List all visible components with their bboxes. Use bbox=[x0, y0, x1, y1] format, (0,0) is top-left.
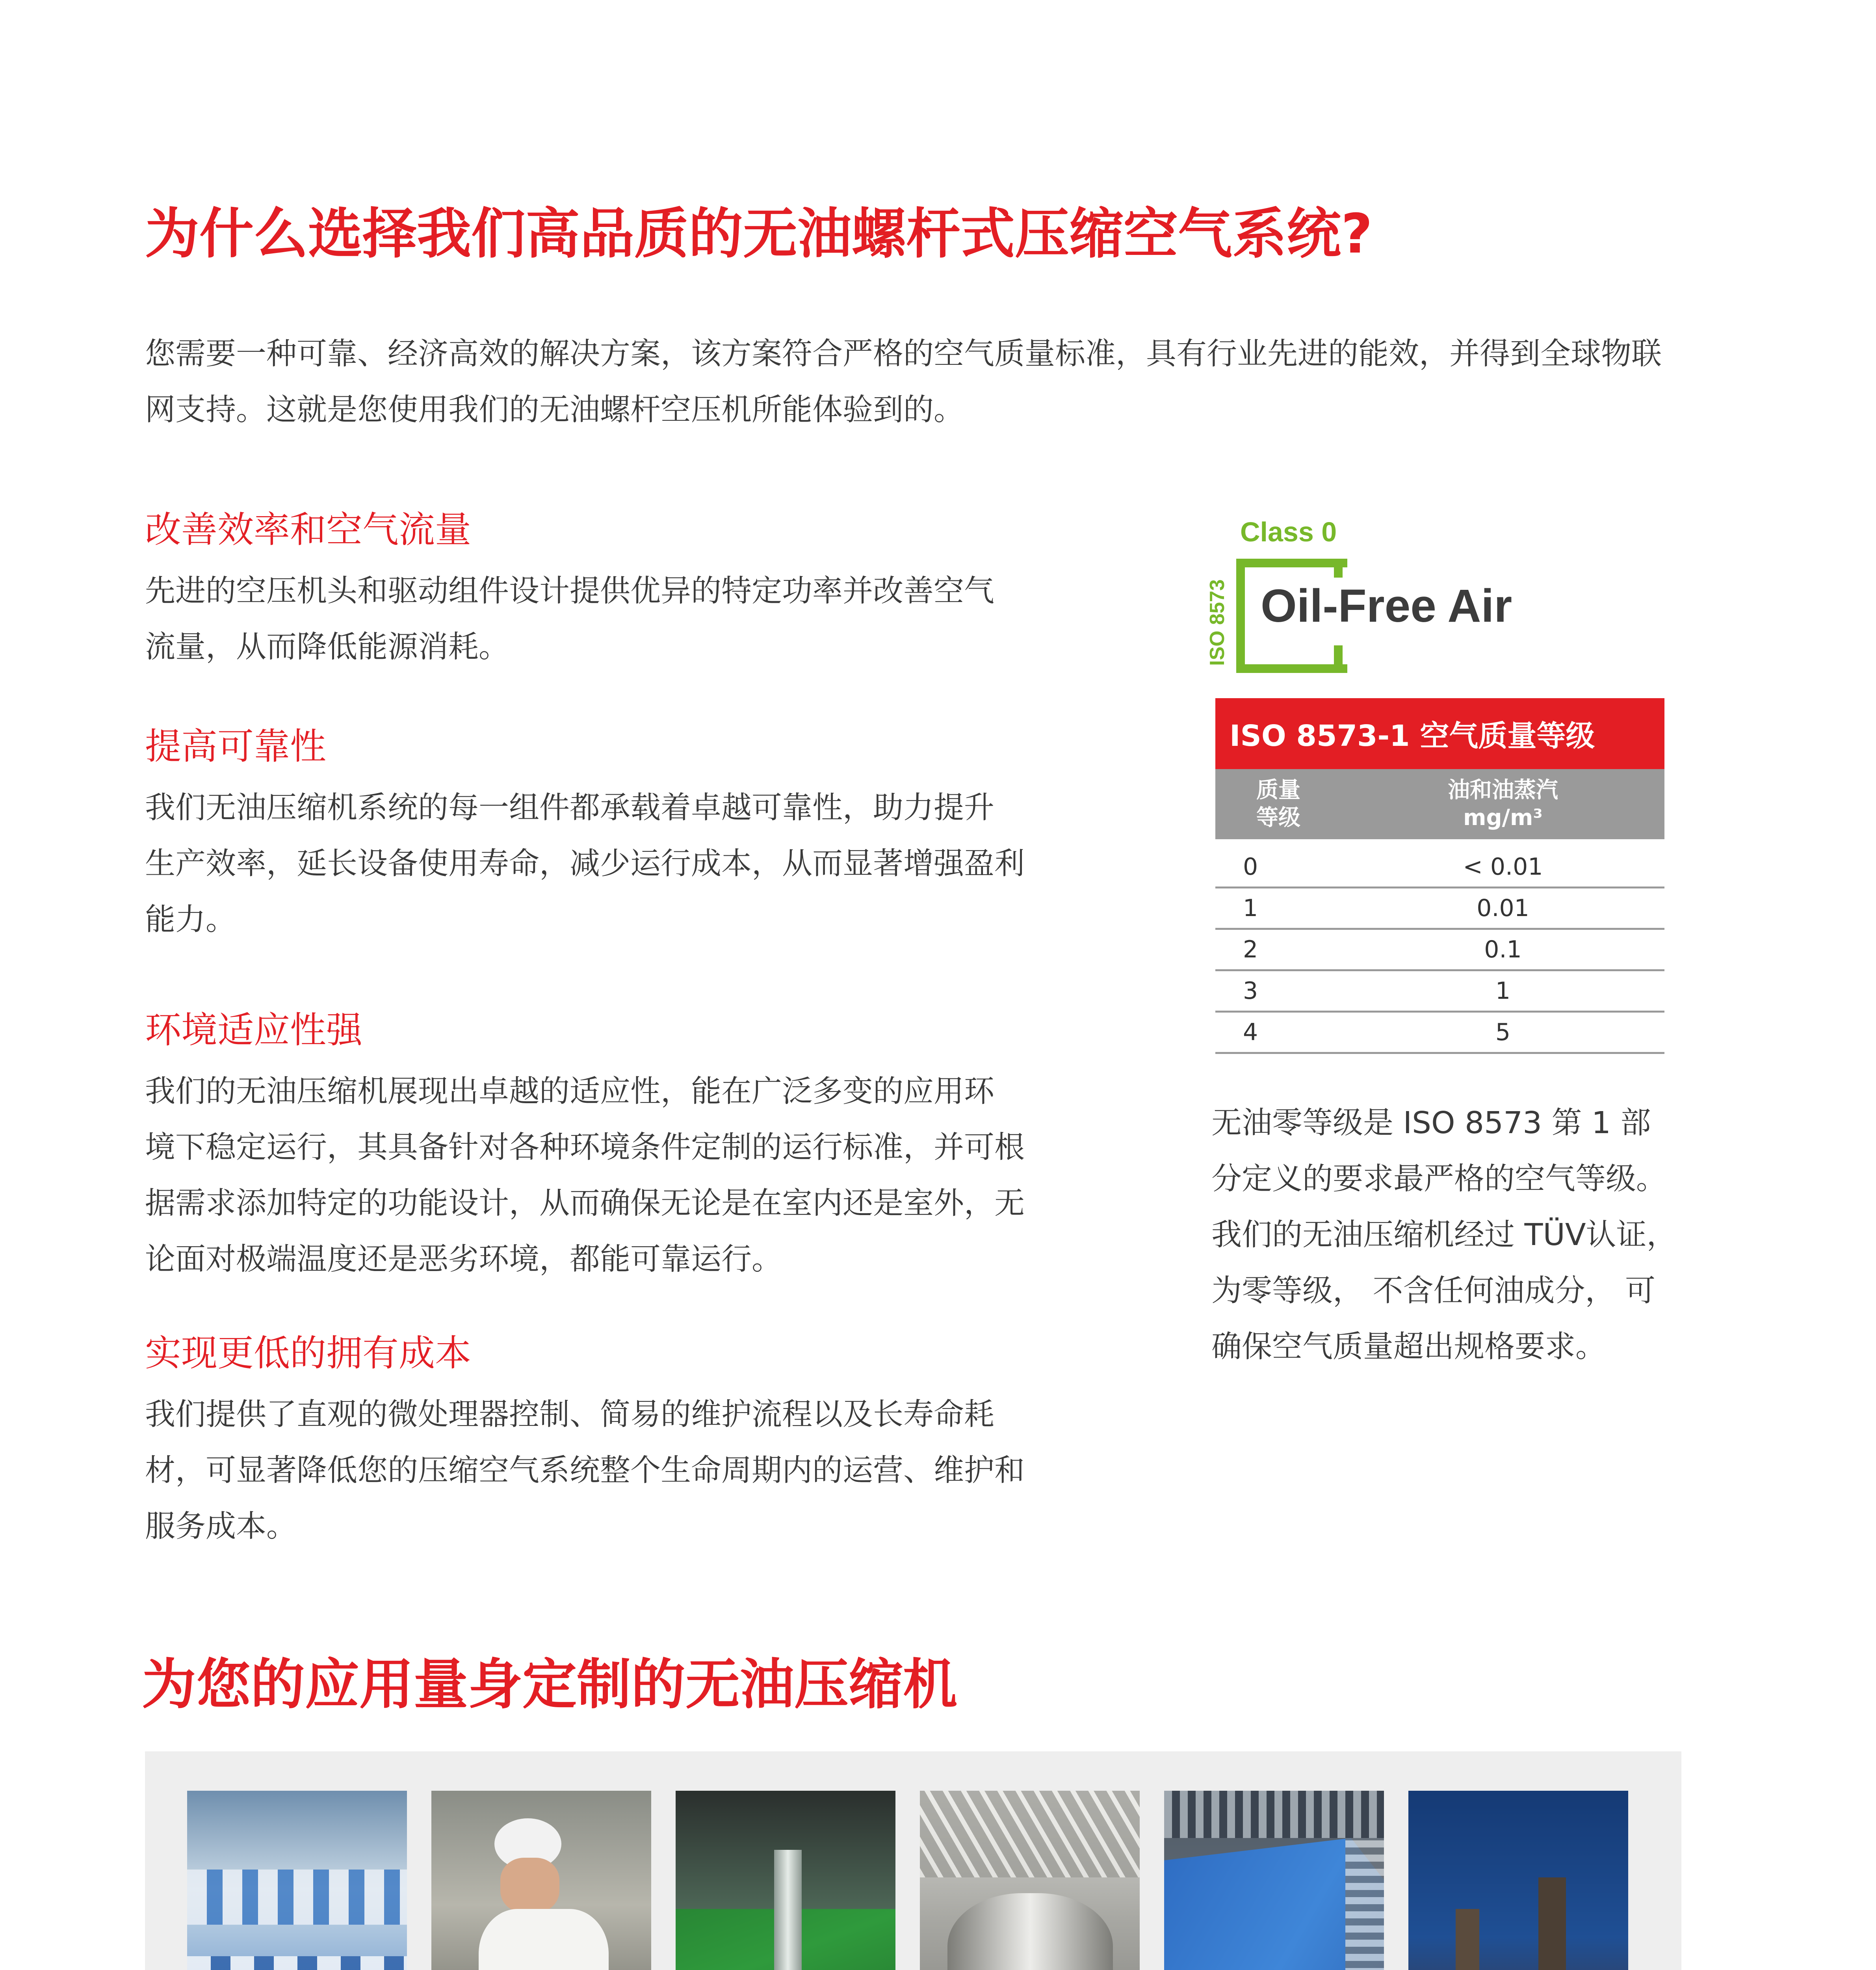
chemical-plant-image bbox=[920, 1791, 1140, 1970]
oil-free-air-logo bbox=[1190, 516, 1544, 670]
industry-food bbox=[187, 1791, 407, 1970]
grade-cell: 1 bbox=[1243, 894, 1258, 922]
feature-line: 能力。 bbox=[145, 902, 236, 938]
table-row bbox=[1215, 930, 1664, 971]
iso-quality-table bbox=[1215, 698, 1664, 1054]
col-header-line: 等级 bbox=[1256, 805, 1300, 831]
intro-paragraph bbox=[145, 326, 1721, 438]
col-header-line: mg/m³ bbox=[1463, 805, 1543, 831]
table-row bbox=[1215, 888, 1664, 930]
table-row bbox=[1215, 971, 1664, 1013]
feature-line: 境下稳定运行，其具备针对各种环境条件定制的运行标准，并可根 bbox=[145, 1130, 1025, 1165]
utility-plant-image bbox=[1408, 1791, 1628, 1970]
note-line: 无油零等级是 ISO 8573 第 1 部 bbox=[1211, 1106, 1651, 1141]
col-header-grade bbox=[1215, 777, 1341, 832]
grade-cell: 2 bbox=[1243, 936, 1258, 963]
industry-chemical bbox=[920, 1791, 1140, 1970]
feature-reliability bbox=[145, 725, 1090, 948]
note-line: 确保空气质量超出规格要求。 bbox=[1211, 1329, 1606, 1364]
feature-text bbox=[145, 1387, 1090, 1555]
intro-line: 网支持。这就是您使用我们的无油螺杆空压机所能体验到的。 bbox=[145, 392, 964, 427]
section-title: 为您的应用量身定制的无油压缩机 bbox=[142, 1653, 958, 1716]
industry-utilities bbox=[1408, 1791, 1628, 1970]
feature-line: 据需求添加特定的功能设计，从而确保无论是在室内还是室外，无 bbox=[145, 1186, 1025, 1221]
note-line: 我们的无油压缩机经过 TÜV认证， bbox=[1211, 1217, 1677, 1253]
iso-note bbox=[1211, 1095, 1684, 1375]
feature-title: 改善效率和空气流量 bbox=[145, 509, 472, 551]
grade-cell: 4 bbox=[1243, 1018, 1258, 1046]
col-header-line: 质量 bbox=[1256, 777, 1300, 803]
feature-efficiency bbox=[145, 508, 1090, 675]
feature-line: 服务成本。 bbox=[145, 1509, 297, 1544]
feature-line: 我们无油压缩机系统的每一组件都承载着卓越可靠性，助力提升 bbox=[145, 790, 994, 826]
note-line: 分定义的要求最严格的空气等级。 bbox=[1211, 1162, 1666, 1197]
page-title: 为什么选择我们高品质的无油螺杆式压缩空气系统? bbox=[145, 202, 1373, 266]
textile-loom-image bbox=[1164, 1791, 1384, 1970]
logo-frame-tick bbox=[1334, 645, 1343, 664]
food-production-image bbox=[187, 1791, 407, 1970]
feature-line: 流量，从而降低能源消耗。 bbox=[145, 630, 509, 665]
feature-text bbox=[145, 780, 1090, 948]
note-line: 为零等级， 不含任何油成分， 可 bbox=[1211, 1273, 1655, 1308]
grade-cell: 0 bbox=[1243, 853, 1258, 881]
feature-lower-cost bbox=[145, 1332, 1090, 1555]
table-title: ISO 8573-1 空气质量等级 bbox=[1215, 698, 1664, 769]
logo-main-label: Oil-Free Air bbox=[1261, 580, 1512, 632]
electronics-pcb-image bbox=[676, 1791, 895, 1970]
logo-class-label: Class 0 bbox=[1240, 517, 1337, 547]
feature-line: 我们提供了直观的微处理器控制、简易的维护流程以及长寿命耗 bbox=[145, 1397, 994, 1433]
logo-frame-tick bbox=[1334, 559, 1343, 578]
value-cell: 1 bbox=[1495, 977, 1511, 1005]
industry-textile bbox=[1164, 1791, 1384, 1970]
feature-line: 材，可显著降低您的压缩空气系统整个生命周期内的运营、维护和 bbox=[145, 1453, 1025, 1489]
feature-line: 论面对极端温度还是恶劣环境，都能可靠运行。 bbox=[145, 1242, 782, 1277]
industry-electronics bbox=[676, 1791, 895, 1970]
value-cell: 5 bbox=[1495, 1018, 1511, 1046]
feature-line: 先进的空压机头和驱动组件设计提供优异的特定功率并改善空气 bbox=[145, 574, 994, 609]
table-header-row bbox=[1215, 769, 1664, 839]
feature-title: 实现更低的拥有成本 bbox=[145, 1332, 472, 1374]
feature-title: 提高可靠性 bbox=[145, 725, 327, 768]
intro-line: 您需要一种可靠、经济高效的解决方案，该方案符合严格的空气质量标准，具有行业先进的能效，并得到全球物联 bbox=[145, 336, 1662, 372]
feature-line: 生产效率，延长设备使用寿命，减少运行成本，从而显著增强盈利 bbox=[145, 846, 1025, 882]
feature-line: 我们的无油压缩机展现出卓越的适应性，能在广泛多变的应用环 bbox=[145, 1074, 994, 1110]
value-cell: 0.01 bbox=[1477, 894, 1529, 922]
pharma-production-image bbox=[431, 1791, 651, 1970]
col-header-line: 油和油蒸汽 bbox=[1448, 777, 1558, 803]
feature-title: 环境适应性强 bbox=[145, 1009, 363, 1051]
value-cell: 0.1 bbox=[1484, 936, 1522, 963]
value-cell: < 0.01 bbox=[1463, 853, 1543, 881]
col-header-oil bbox=[1341, 777, 1664, 832]
table-row bbox=[1215, 847, 1664, 888]
feature-text bbox=[145, 1064, 1090, 1288]
industry-pharma bbox=[431, 1791, 651, 1970]
table-row bbox=[1215, 1013, 1664, 1054]
feature-text bbox=[145, 563, 1090, 675]
grade-cell: 3 bbox=[1243, 977, 1258, 1005]
logo-iso-label: ISO 8573 bbox=[1206, 579, 1229, 666]
feature-adaptability bbox=[145, 1009, 1090, 1288]
